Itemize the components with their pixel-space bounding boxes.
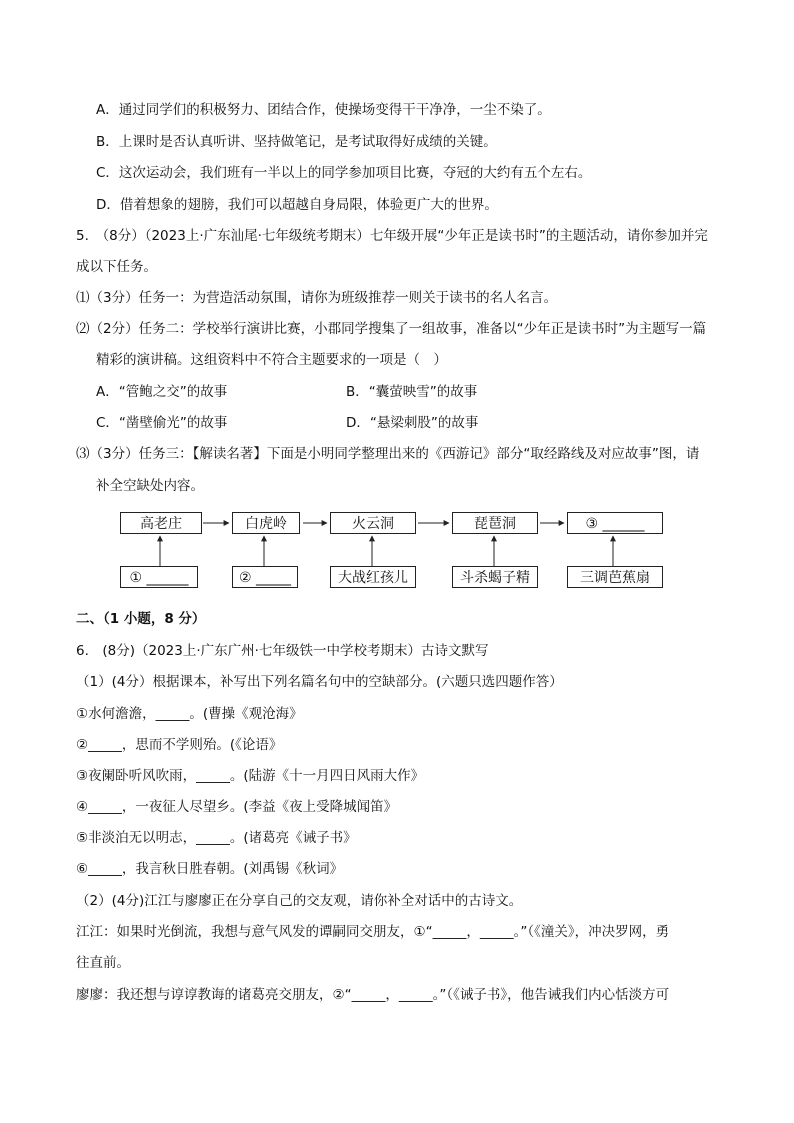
story-box-bajiaoshan: 三调芭蕉扇: [567, 566, 663, 588]
q5-option-c: C．“凿壁偷光”的故事: [96, 415, 228, 431]
q5-sub2-line2: 精彩的演讲稿。这组资料中不符合主题要求的一项是（ ）: [96, 352, 447, 368]
q5-option-a: A．“管鲍之交”的故事: [96, 384, 228, 400]
section2-heading: 二、（1 小题，8 分）: [76, 611, 206, 627]
route-box-huoyundong: 火云洞: [330, 512, 416, 534]
q5-sub3-line2: 补全空缺处内容。: [96, 478, 204, 494]
q6-item-3: ③夜阑卧听风吹雨，_____。(陆游《十一月四日风雨大作》: [76, 768, 425, 784]
route-box-blank-3: ③ ______: [567, 512, 663, 534]
route-box-gaolaozhuang: 高老庄: [120, 512, 202, 534]
story-box-blank-1: ① ______: [120, 566, 198, 588]
jiang-dialog-line2: 往直前。: [76, 955, 130, 971]
q6-part1: （1）(4分）根据课本，补写出下列名篇名句中的空缺部分。(六题只选四题作答）: [76, 674, 563, 690]
option-a: A．通过同学们的积极努力、团结合作，使操场变得干干净净，一尘不染了。: [96, 102, 551, 118]
q6-part2: （2）(4分)江江与廖廖正在分享自己的交友观，请你补全对话中的古诗文。: [76, 893, 523, 909]
q6-item-6: ⑥_____，我言秋日胜春朝。(刘禹锡《秋词》: [76, 861, 344, 877]
story-box-blank-2: ② _____: [232, 566, 298, 588]
q5-option-d: D．“悬梁刺股”的故事: [346, 415, 479, 431]
story-box-xiezijing: 斗杀蝎子精: [452, 566, 538, 588]
route-box-baihuling: 白虎岭: [232, 512, 300, 534]
q5-stem-line1: 5. （8分）（2023上·广东汕尾·七年级统考期末）七年级开展“少年正是读书时”的主题活动，请你参加并完: [76, 228, 708, 244]
q5-option-b: B．“囊萤映雪”的故事: [346, 384, 478, 400]
q6-item-2: ②_____，思而不学则殆。(《论语》: [76, 737, 283, 753]
option-d: D．借着想象的翅膀，我们可以超越自身局限，体验更广大的世界。: [96, 197, 498, 213]
q5-sub1: ⑴（3分）任务一：为营造活动氛围，请你为班级推荐一则关于读书的名人名言。: [76, 290, 558, 306]
q6-item-4: ④_____，一夜征人尽望乡。(李益《夜上受降城闻笛》: [76, 799, 398, 815]
route-box-pipadong: 琵琶洞: [452, 512, 538, 534]
liao-dialog-line1: 廖廖：我还想与谆谆教诲的诸葛亮交朋友，②“_____，_____。”（《诫子书》，他告诫我们内心恬淡方可: [76, 987, 670, 1003]
option-c: C．这次运动会，我们班有一半以上的同学参加项目比赛，夺冠的大约有五个左右。: [96, 165, 592, 181]
story-box-hongjier: 大战红孩儿: [330, 566, 416, 588]
q6-item-1: ①水何澹澹，_____。(曹操《观沧海》: [76, 706, 303, 722]
q6-stem: 6. (8分)（2023上·广东广州·七年级铁一中学校考期末）古诗文默写: [76, 643, 489, 659]
q5-sub2-line1: ⑵（2分）任务二：学校举行演讲比赛，小郡同学搜集了一组故事，准备以“少年正是读书时”为主题写一篇: [76, 321, 707, 337]
q6-item-5: ⑤非淡泊无以明志，_____。(诸葛亮《诫子书》: [76, 830, 357, 846]
jiang-dialog-line1: 江江：如果时光倒流，我想与意气风发的谭嗣同交朋友，①“_____，_____。”（《潼关》，冲决罗网，勇: [76, 924, 670, 940]
q5-sub3-line1: ⑶（3分）任务三：【解读名著】下面是小明同学整理出来的《西游记》部分“取经路线及对应故事”图，请: [76, 446, 700, 462]
q5-stem-line2: 成以下任务。: [76, 259, 157, 275]
option-b: B．上课时是否认真听讲、坚持做笔记，是考试取得好成绩的关键。: [96, 134, 497, 150]
